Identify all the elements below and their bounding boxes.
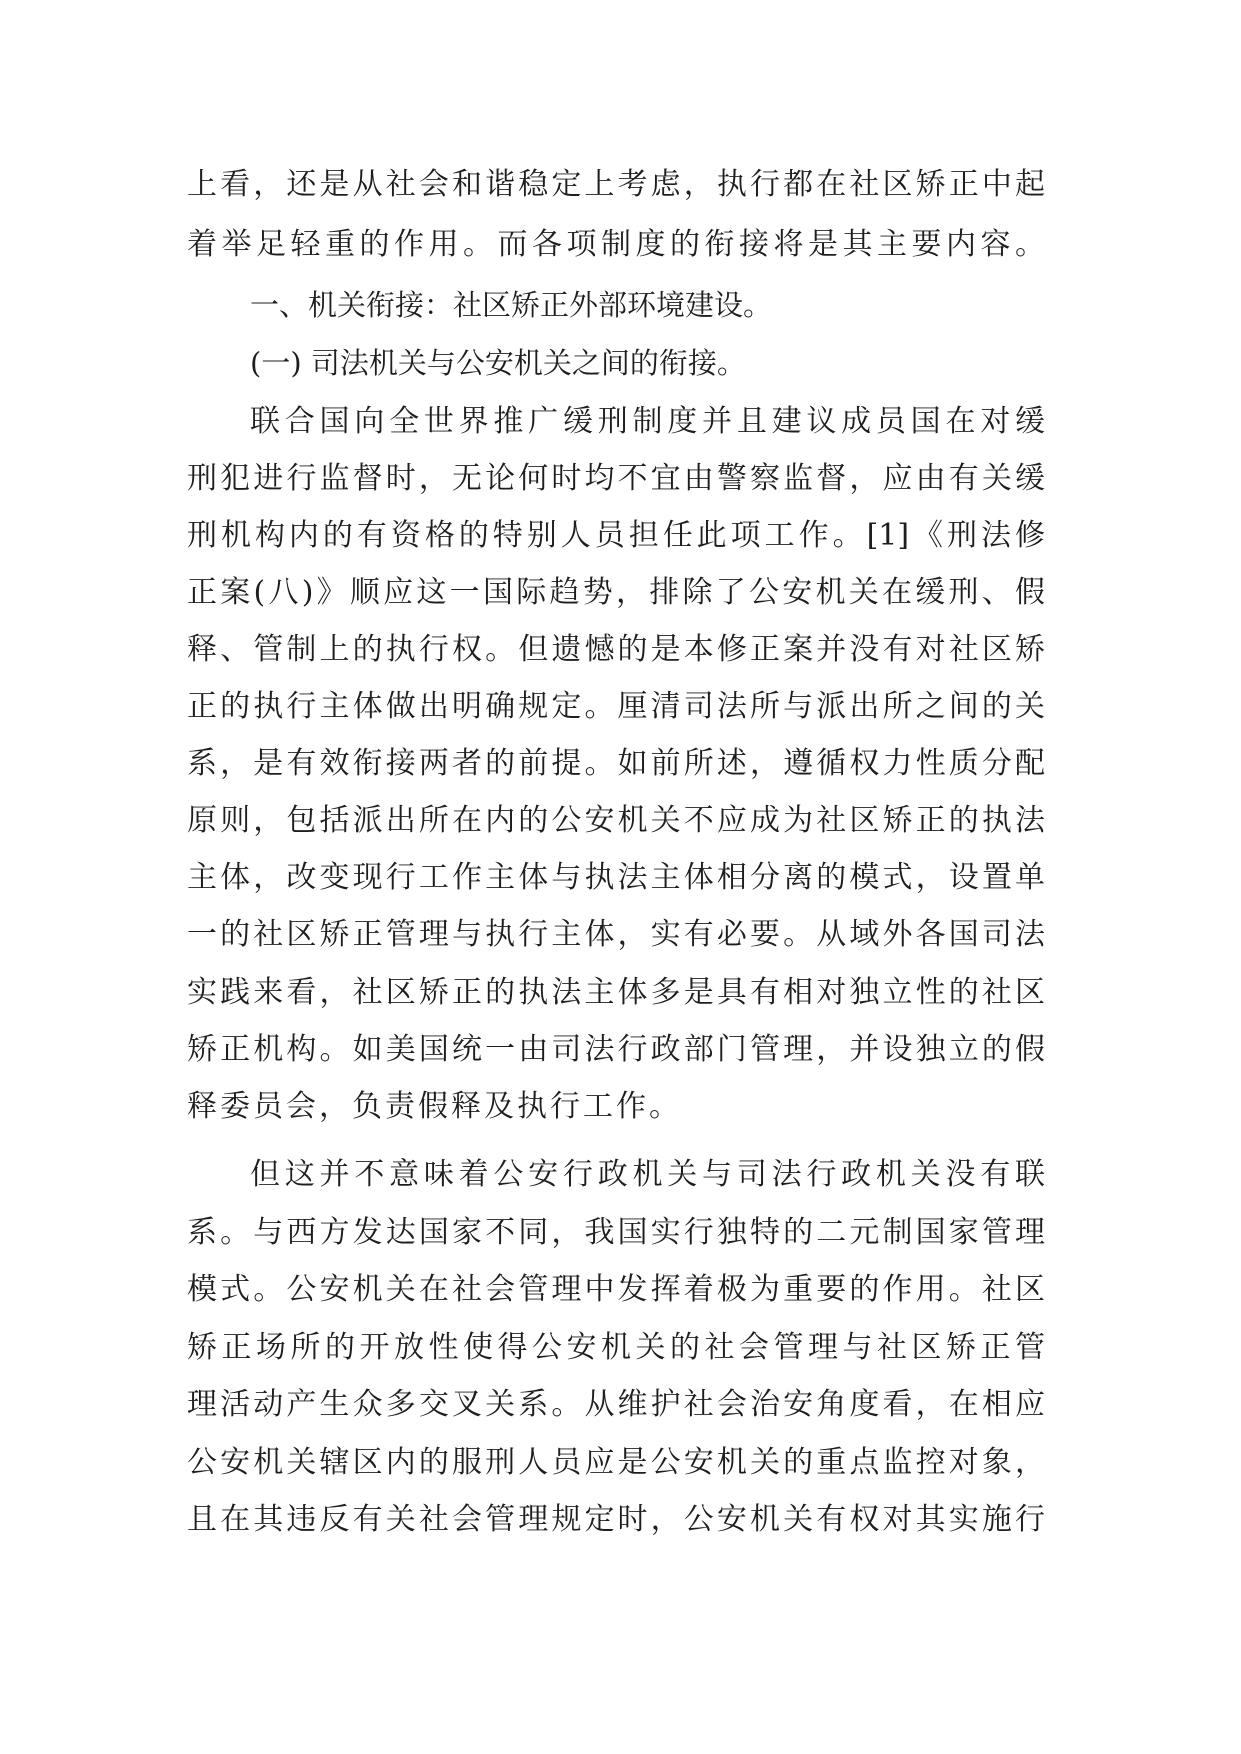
- text-line: 刑机构内的有资格的特别人员担任此项工作。[1]《刑法修: [187, 518, 1045, 553]
- text-line: 系，是有效衔接两者的前提。如前所述，遵循权力性质分配: [187, 746, 1045, 781]
- text-line: 且在其违反有关社会管理规定时，公安机关有权对其实施行: [187, 1502, 1045, 1537]
- text-line: 矫正场所的开放性使得公安机关的社会管理与社区矫正管: [187, 1330, 1045, 1365]
- text-line: 正案(八)》顺应这一国际趋势，排除了公安机关在缓刑、假: [187, 575, 1045, 610]
- text-line: 正的执行主体做出明确规定。厘清司法所与派出所之间的关: [187, 689, 1045, 724]
- text-line: 矫正机构。如美国统一由司法行政部门管理，并设独立的假: [187, 1032, 1045, 1067]
- section-heading-text: 一、机关衔接：社区矫正外部环境建设。: [250, 288, 773, 322]
- text-line: 一的社区矫正管理与执行主体，实有必要。从域外各国司法: [187, 917, 1045, 952]
- text-line: 实践来看，社区矫正的执法主体多是具有相对独立性的社区: [187, 975, 1045, 1010]
- text-line: 释委员会，负责假释及执行工作。: [187, 1089, 682, 1124]
- text-line: 原则，包括派出所在内的公安机关不应成为社区矫正的执法: [187, 803, 1045, 838]
- text-line: 但这并不意味着公安行政机关与司法行政机关没有联: [250, 1157, 1045, 1192]
- text-line: 释、管制上的执行权。但遗憾的是本修正案并没有对社区矫: [187, 632, 1045, 667]
- text-line: 理活动产生众多交叉关系。从维护社会治安角度看，在相应: [187, 1387, 1045, 1422]
- text-line: 系。与西方发达国家不同，我国实行独特的二元制国家管理: [187, 1215, 1045, 1250]
- text-line: 联合国向全世界推广缓刑制度并且建议成员国在对缓: [250, 404, 1045, 439]
- text-line: 模式。公安机关在社会管理中发挥着极为重要的作用。社区: [187, 1272, 1045, 1307]
- text-line: 公安机关辖区内的服刑人员应是公安机关的重点监控对象，: [187, 1445, 1045, 1480]
- text-line: 刑犯进行监督时，无论何时均不宜由警察监督，应由有关缓: [187, 461, 1045, 496]
- text-line: 上看，还是从社会和谐稳定上考虑，执行都在社区矫正中起: [187, 167, 1045, 202]
- text-line: 主体，改变现行工作主体与执法主体相分离的模式，设置单: [187, 860, 1045, 895]
- subsection-heading-text: (一) 司法机关与公安机关之间的衔接。: [250, 346, 746, 380]
- text-line: 着举足轻重的作用。而各项制度的衔接将是其主要内容。: [187, 227, 1045, 262]
